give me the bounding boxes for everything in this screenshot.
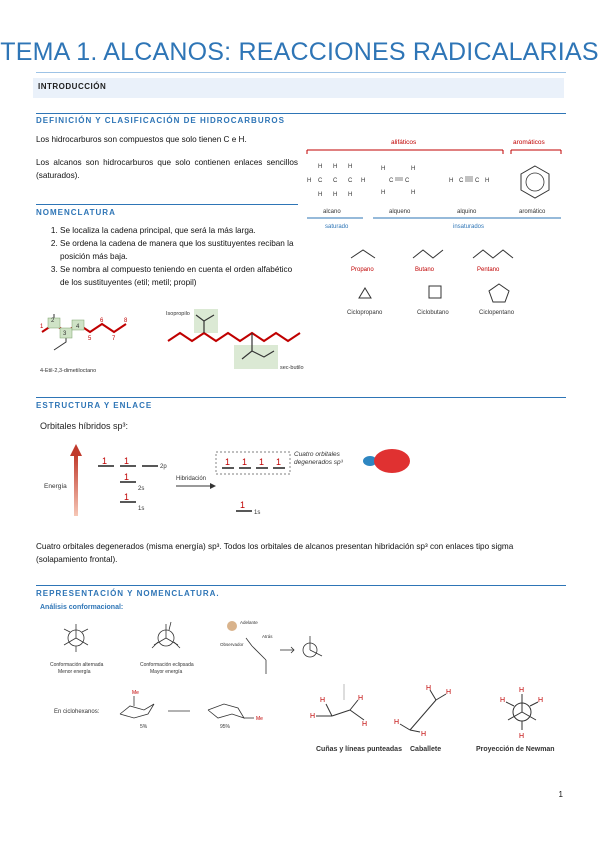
conformational-analysis-figure — [40, 614, 340, 734]
representacion-rule — [36, 585, 566, 586]
definicion-p1: Los hidrocarburos son compuestos que solo tienen C e H. — [36, 135, 247, 144]
nomenclatura-heading: NOMENCLATURA — [36, 208, 116, 217]
level-1s-label: 1s — [138, 506, 145, 512]
eclipsed-label: Conformación eclipsada — [140, 662, 194, 668]
sec-butyl-label: sec-butilo — [280, 365, 304, 371]
svg-text:H: H — [538, 697, 544, 704]
svg-text:1: 1 — [259, 457, 265, 467]
svg-text:H: H — [318, 192, 323, 198]
intro-band — [33, 78, 564, 98]
definicion-rule — [36, 113, 566, 114]
svg-text:1: 1 — [102, 456, 108, 466]
definicion-heading: DEFINICIÓN Y CLASIFICACIÓN DE HIDROCARBUROS — [36, 116, 285, 125]
alkene-structure — [381, 166, 415, 196]
degenerate-orbitals-label: Cuatro orbitales degenerados sp³ — [294, 451, 343, 466]
svg-text:H: H — [361, 178, 366, 184]
ethyl-dimethyloctane-label: 4-Etil-2,3-dimetiloctano — [40, 368, 97, 374]
isopropyl-label: Isopropilo — [166, 311, 190, 317]
nomenclatura-step: 3. Se nombra al compuesto teniendo en cuenta el orden alfabético de los sustituyentes (etil; metil; propil) — [60, 263, 302, 289]
svg-text:H: H — [449, 178, 454, 184]
butane-label: Butano — [415, 267, 435, 273]
svg-text:H: H — [310, 713, 316, 720]
svg-text:H: H — [500, 697, 506, 704]
cyclobutane-label: Ciclobutano — [417, 310, 449, 316]
svg-text:H: H — [411, 166, 416, 172]
title-underline — [36, 72, 566, 73]
back-label: Atrás — [262, 634, 273, 639]
svg-text:1: 1 — [240, 500, 246, 510]
conformational-subheading: Análisis conformacional: — [40, 604, 124, 611]
svg-text:8: 8 — [124, 318, 128, 324]
aromatic-label: aromáticos — [513, 139, 545, 146]
unsaturated-label: insaturados — [453, 224, 485, 230]
svg-text:C: C — [318, 178, 323, 184]
cyclopentane-label: Ciclopentano — [479, 310, 515, 316]
svg-text:H: H — [426, 685, 432, 692]
orbitales-subheading: Orbitales híbridos sp³: — [40, 421, 129, 431]
nomenclatura-step: 1. Se localiza la cadena principal, que será la más larga. — [60, 224, 302, 237]
svg-text:H: H — [333, 192, 338, 198]
definicion-p2: Los alcanos son hidrocarburos que solo contienen enlaces sencillos (saturados). — [36, 158, 298, 180]
svg-text:1: 1 — [124, 456, 130, 466]
svg-text:C: C — [475, 178, 480, 184]
svg-text:5: 5 — [88, 336, 92, 342]
equatorial-percent: 95% — [220, 724, 231, 730]
branched-alkane-figure — [162, 305, 312, 383]
svg-text:H: H — [307, 178, 312, 184]
hybridization-label: Hibridación — [176, 476, 207, 482]
svg-text:H: H — [318, 164, 323, 170]
cyclohexane-equatorial-substituent: Me — [256, 716, 263, 722]
eclipsed-newman — [152, 622, 180, 648]
svg-text:H: H — [485, 178, 490, 184]
nomenclatura-step: 2. Se ordena la cadena de manera que los sustituyentes reciban la posición más baja. — [60, 237, 302, 263]
ethyl-dimethyloctane-figure — [36, 310, 136, 380]
sawhorse-caption: Caballete — [410, 746, 442, 753]
svg-text:1: 1 — [276, 457, 282, 467]
energy-label: Energía — [44, 483, 67, 490]
level-1s-hybrid-label: 1s — [254, 510, 261, 516]
estructura-text: Cuatro orbitales degenerados (misma energía) sp³. Todos los orbitales de alcanos presentan hibridación sp³ con enlaces tipo sigma (solapamiento frontal). — [36, 542, 514, 564]
estructura-rule — [36, 397, 566, 398]
cyclohexane-axial-substituent: Me — [132, 690, 139, 696]
newman-structure — [506, 694, 538, 730]
aromatic-type-label: aromático — [519, 209, 546, 215]
wedge-caption: Cuñas y líneas punteadas — [316, 746, 402, 753]
svg-text:3: 3 — [63, 331, 67, 337]
staggered-energy: Menor energía — [58, 669, 91, 675]
svg-text:H: H — [421, 731, 427, 738]
alkene-label: alqueno — [389, 209, 411, 215]
cyclohexanes-label: En ciclohexanos: — [54, 709, 100, 715]
svg-text:1: 1 — [225, 457, 231, 467]
nomenclatura-steps — [44, 224, 302, 289]
svg-text:C: C — [348, 178, 353, 184]
svg-text:H: H — [333, 164, 338, 170]
level-2s-label: 2s — [138, 486, 145, 492]
svg-text:H: H — [320, 697, 326, 704]
estructura-heading: ESTRUCTURA Y ENLACE — [36, 401, 153, 410]
svg-text:H: H — [519, 687, 525, 694]
alkane-structure — [307, 164, 365, 198]
level-2p-label: 2p — [160, 464, 167, 470]
observer-label: Observador — [220, 642, 244, 647]
svg-text:H: H — [519, 733, 525, 740]
svg-text:C: C — [333, 178, 338, 184]
svg-text:1: 1 — [242, 457, 248, 467]
svg-text:H: H — [362, 721, 368, 728]
svg-text:4: 4 — [76, 324, 80, 330]
benzene-structure — [521, 166, 549, 198]
svg-text:1: 1 — [124, 492, 130, 502]
sawhorse-structure — [400, 690, 446, 732]
cyclopropane-label: Ciclopropano — [347, 310, 383, 316]
representation-figures — [300, 680, 568, 760]
axial-percent: 5% — [140, 724, 148, 730]
alkane-label: alcano — [323, 209, 341, 215]
staggered-newman — [64, 624, 88, 652]
representacion-heading: REPRESENTACIÓN Y NOMENCLATURA. — [36, 589, 220, 598]
front-label: Adelante — [240, 620, 258, 625]
svg-text:H: H — [381, 166, 386, 172]
svg-text:H: H — [446, 689, 452, 696]
svg-text:7: 7 — [112, 336, 116, 342]
svg-text:H: H — [358, 695, 364, 702]
intro-heading: INTRODUCCIÓN — [38, 82, 107, 91]
eclipsed-energy: Mayor energía — [150, 669, 183, 675]
pentane-label: Pentano — [477, 267, 500, 273]
svg-text:1: 1 — [124, 472, 130, 482]
svg-text:H: H — [381, 190, 386, 196]
wedge-dash-structure — [310, 684, 367, 728]
aliphatic-label: alifáticos — [391, 139, 417, 146]
svg-text:H: H — [348, 192, 353, 198]
svg-text:C: C — [405, 178, 410, 184]
svg-text:C: C — [459, 178, 464, 184]
svg-text:H: H — [394, 719, 400, 726]
staggered-label: Conformación alternada — [50, 662, 104, 668]
svg-text:C: C — [389, 178, 394, 184]
newman-caption: Proyección de Newman — [476, 746, 555, 753]
nomenclatura-rule — [36, 204, 298, 205]
svg-text:1: 1 — [40, 324, 44, 330]
saturated-label: saturado — [325, 224, 349, 230]
svg-text:2: 2 — [51, 318, 55, 324]
page-title: TEMA 1. ALCANOS: REACCIONES RADICALARIAS — [0, 38, 599, 66]
propane-label: Propano — [351, 267, 374, 273]
page-number: 1 — [558, 790, 563, 799]
hydrocarbon-classification-diagram — [303, 134, 565, 320]
svg-text:6: 6 — [100, 318, 104, 324]
alkyne-label: alquino — [457, 209, 477, 215]
svg-text:H: H — [411, 190, 416, 196]
svg-text:H: H — [348, 164, 353, 170]
sp3-hybridization-diagram — [40, 436, 440, 526]
alkyne-structure — [449, 177, 489, 184]
